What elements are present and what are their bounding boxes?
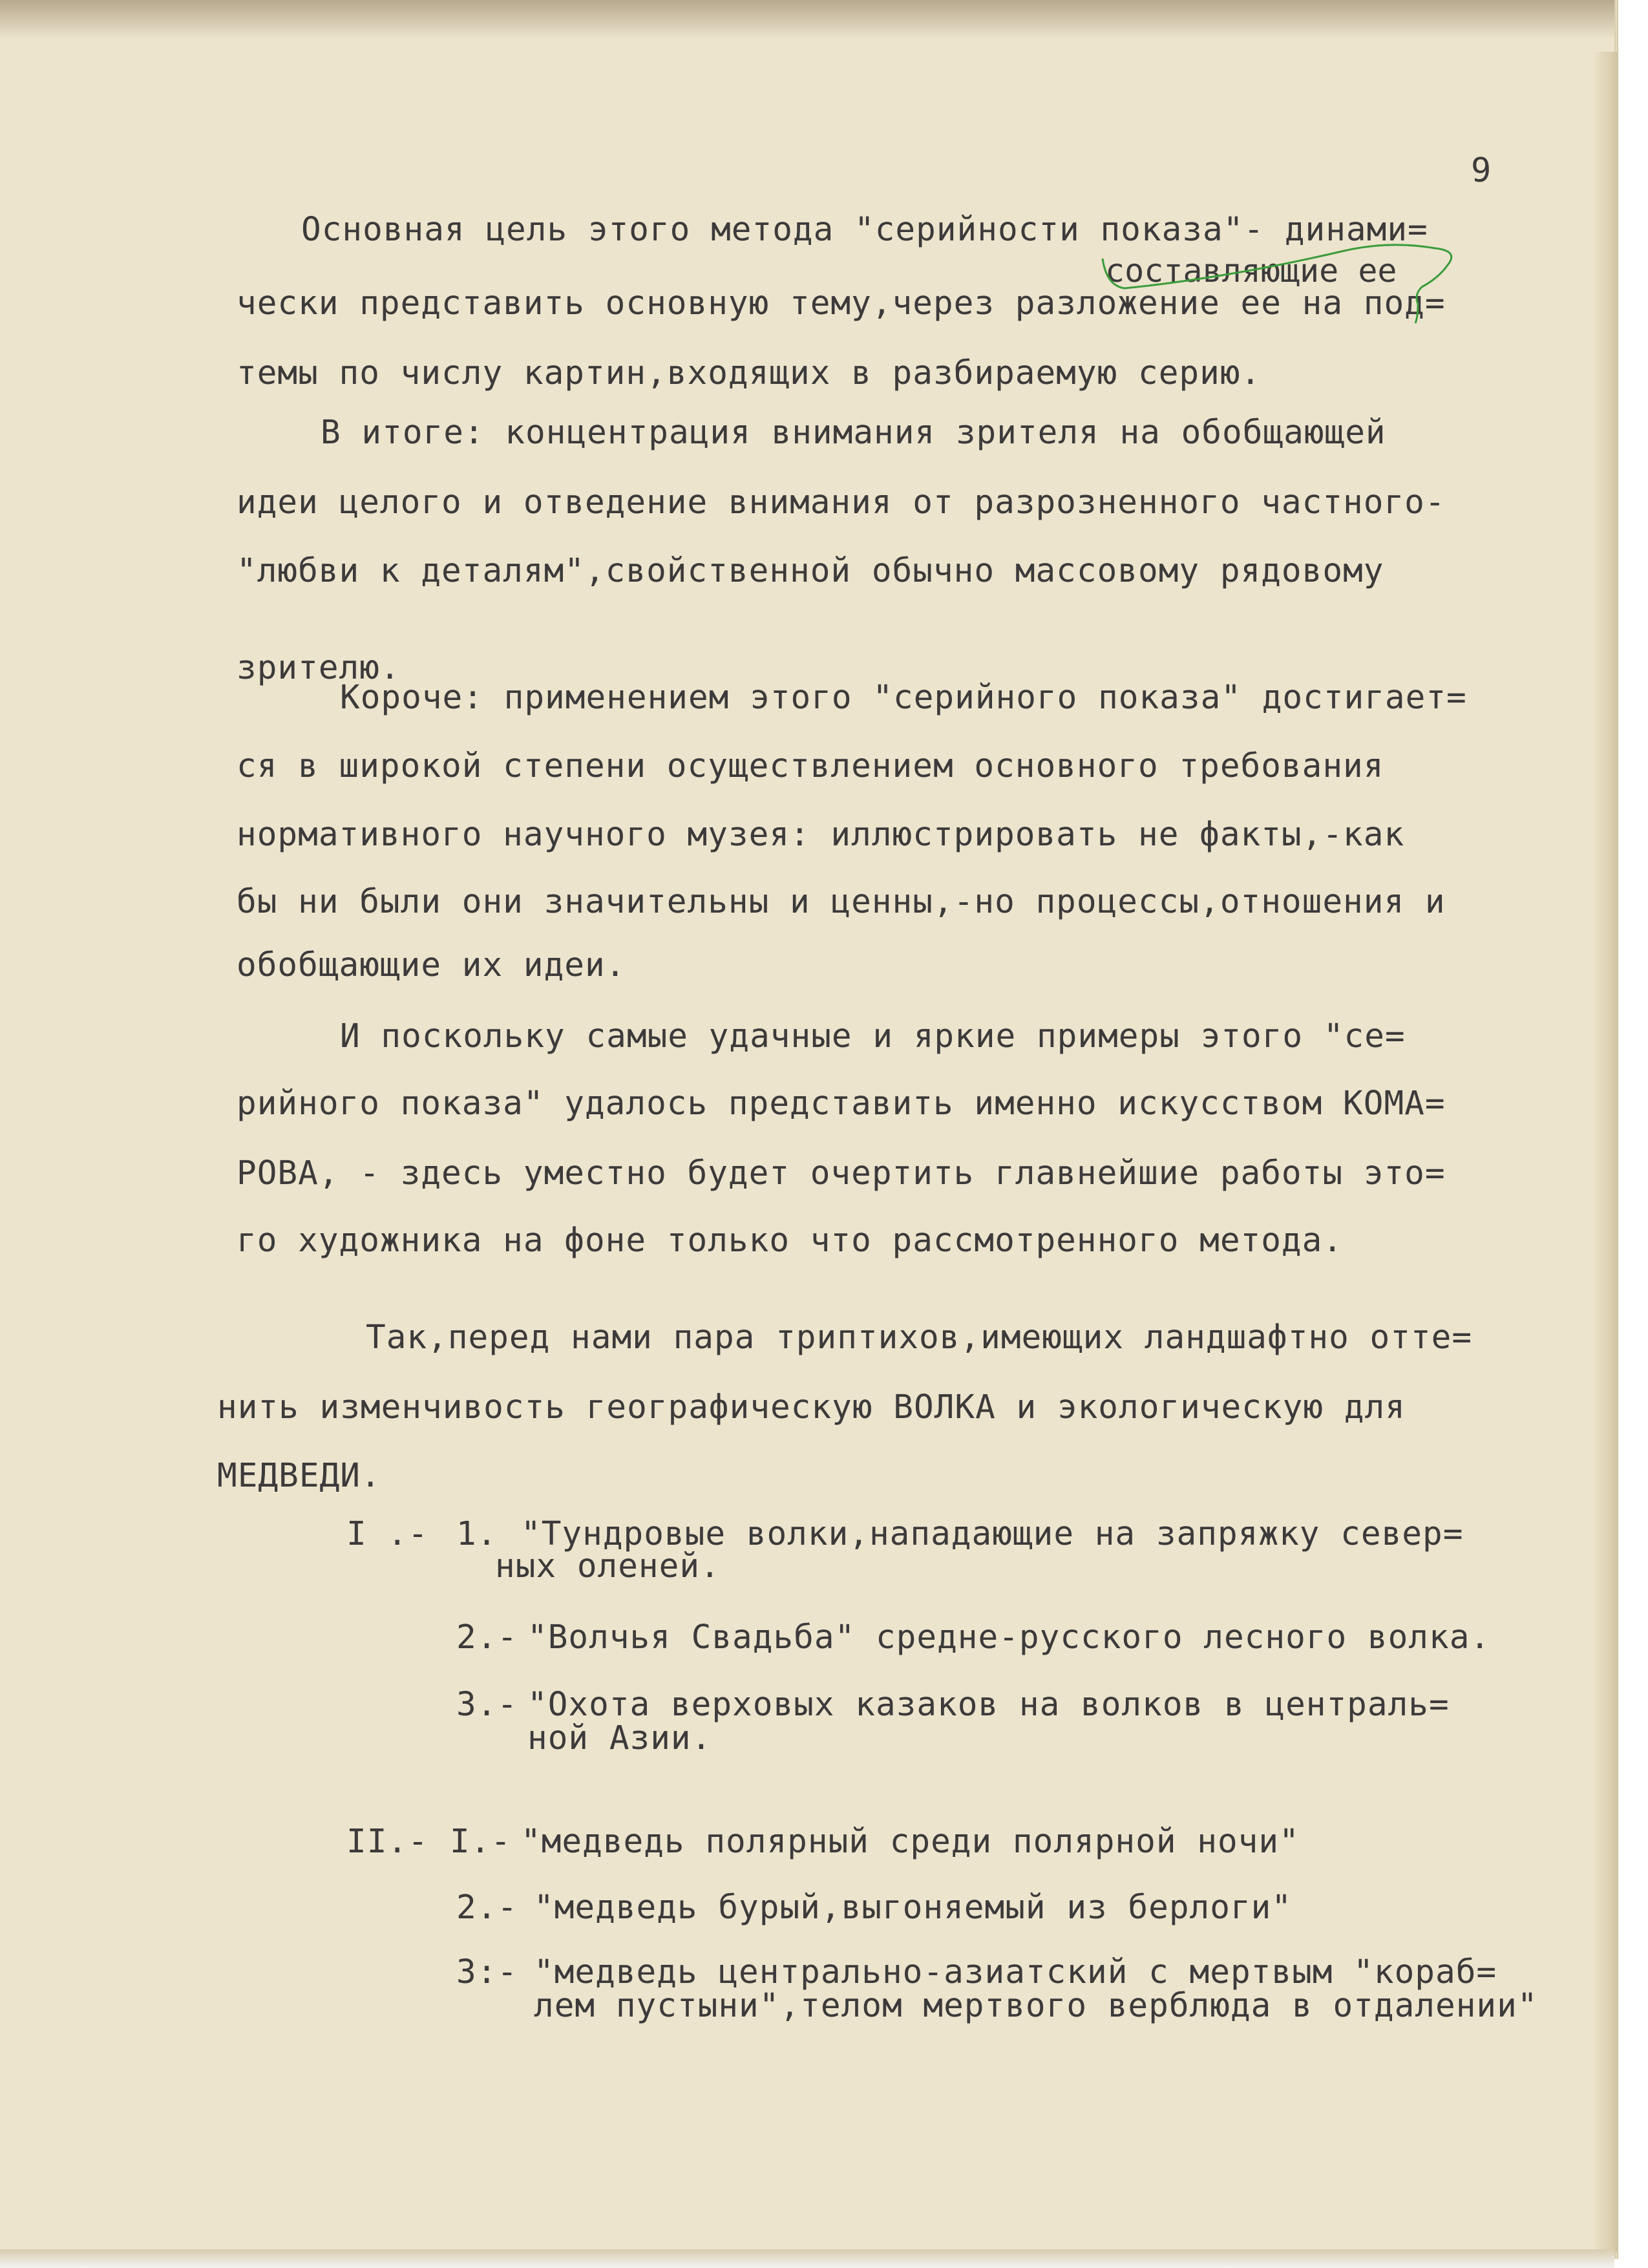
paragraph-5-line-3: МЕДВЕДИ.: [217, 1457, 381, 1495]
triptych-2-item-3-line-2: лем пустыни",телом мертвого верблюда в отдалении": [534, 1987, 1538, 2025]
triptych-1-item-1-number: 1.: [456, 1515, 498, 1553]
paragraph-5-line-1: Так,перед нами пара триптихов,имеющих ландшафтно отте=: [366, 1319, 1473, 1357]
paragraph-4-line-3: РОВА, - здесь уместно будет очертить главнейшие работы это=: [237, 1154, 1446, 1192]
triptych-1-item-3-line-1: "Охота верховых казаков на волков в централь=: [527, 1686, 1450, 1724]
triptych-2-item-1-number: I.-: [450, 1823, 512, 1861]
bottom-edge: [0, 2249, 1614, 2268]
triptych-2-numeral: II.-: [346, 1823, 428, 1861]
triptych-1-item-1-line-2: ных оленей.: [495, 1547, 721, 1585]
handwritten-insertion: составляющие ее: [1105, 252, 1397, 290]
triptych-2-item-1-line-1: "медведь полярный среди полярной ночи": [521, 1823, 1300, 1861]
paragraph-2-line-4: зрителю.: [237, 649, 401, 687]
triptych-2-item-3-line-1: "медведь центрально-азиатский с мертвым "кораб=: [534, 1953, 1497, 1991]
page-number: 9: [1471, 151, 1492, 190]
triptych-2-item-2-number: 2.-: [456, 1889, 518, 1927]
paragraph-2-line-2: идеи целого и отведение внимания от разрозненного частного-: [237, 483, 1446, 522]
triptych-2-item-3-number: 3:-: [456, 1953, 518, 1991]
paragraph-3-line-4: бы ни были они значительны и ценны,-но процессы,отношения и: [237, 883, 1446, 921]
triptych-1-item-3-number: 3.-: [456, 1686, 518, 1724]
insertion-caret: [1103, 245, 1452, 323]
paragraph-5-line-2: нить изменчивость географическую ВОЛКА и экологическую для: [217, 1388, 1406, 1426]
triptych-1-item-1-line-1: "Тундровые волки,нападающие на запряжку север=: [521, 1515, 1464, 1553]
paragraph-1-line-1: Основная цель этого метода "серийности показа"- динами=: [301, 211, 1428, 249]
paragraph-3-line-5: обобщающие их идеи.: [237, 946, 626, 984]
triptych-1-item-2-number: 2.-: [456, 1618, 518, 1657]
paragraph-4-line-1: И поскольку самые удачные и яркие примеры этого "се=: [340, 1017, 1406, 1055]
paragraph-3-line-3: нормативного научного музея: иллюстрировать не факты,-как: [237, 816, 1405, 854]
paragraph-1-line-2: чески представить основную тему,через разложение ее на под=: [237, 284, 1446, 323]
triptych-1-item-2-line-1: "Волчья Свадьба" средне-русского лесного волка.: [527, 1618, 1491, 1657]
paragraph-1-line-3: темы по числу картин,входящих в разбираемую серию.: [237, 354, 1262, 392]
paragraph-4-line-2: рийного показа" удалось представить именно искусством КОМА=: [237, 1085, 1446, 1123]
paragraph-2-line-1: В итоге: концентрация внимания зрителя на обобщающей: [321, 414, 1386, 452]
triptych-1-numeral: I .-: [346, 1515, 428, 1553]
paragraph-4-line-4: го художника на фоне только что рассмотренного метода.: [237, 1222, 1344, 1260]
triptych-2-item-2-line-1: "медведь бурый,выгоняемый из берлоги": [534, 1889, 1293, 1927]
paragraph-2-line-3: "любви к деталям",свойственной обычно массовому рядовому: [237, 552, 1384, 590]
paragraph-3-line-2: ся в широкой степени осуществлением основного требования: [237, 747, 1384, 785]
paragraph-3-line-1: Короче: применением этого "серийного показа" достигает=: [340, 679, 1467, 717]
triptych-1-item-3-line-2: ной Азии.: [527, 1719, 712, 1757]
